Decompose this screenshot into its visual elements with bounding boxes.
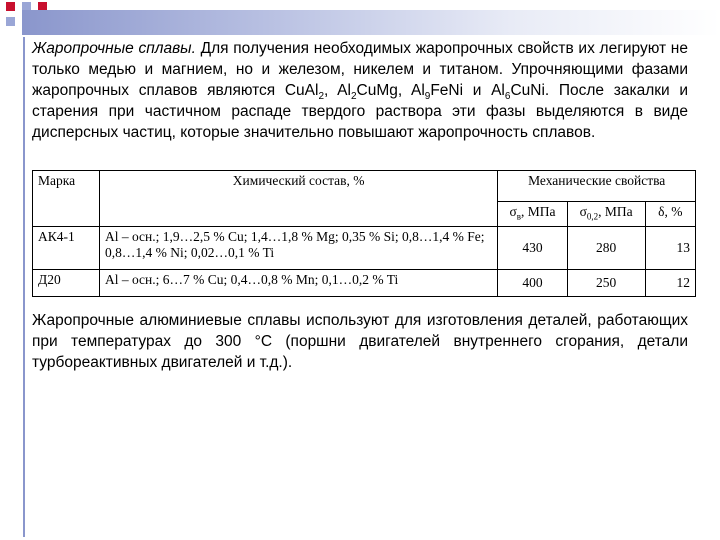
intro-sub-2: 2 — [350, 91, 357, 103]
cell-sigma-02: 250 — [567, 270, 645, 297]
intro-text-b: , Al — [324, 82, 351, 99]
intro-paragraph — [32, 38, 688, 143]
cell-composition: Al – осн.; 1,9…2,5 % Cu; 1,4…1,8 % Mg; 0,35 % Si; 0,8…1,4 % Fe; 0,8…1,4 % Ni; 0,02…0,1 % Ti — [99, 227, 497, 270]
cell-delta: 13 — [645, 227, 695, 270]
intro-sub-4: 6 — [504, 91, 511, 103]
intro-text-d: FeNi и Al — [430, 82, 505, 99]
cell-mark: Д20 — [33, 270, 100, 297]
header-mechanical: Механические свойства — [498, 171, 696, 202]
decor-square-blue-2 — [6, 17, 15, 26]
cell-mark: АК4-1 — [33, 227, 100, 270]
decor-square-red-1 — [6, 2, 15, 11]
header-mark: Марка — [33, 171, 100, 227]
table-row — [33, 270, 696, 297]
intro-sub-1: 2 — [318, 91, 325, 103]
intro-text-c: CuMg, Al — [356, 82, 425, 99]
outro-paragraph: Жаропрочные алюминиевые сплавы используют для изготовления деталей, работающих при температурах до 300 °С (поршни двигателей внутреннего сгорания, детали турбореактивных двигателей и т.д.). — [32, 312, 688, 371]
cell-sigma-b: 400 — [498, 270, 567, 297]
alloy-properties-table — [32, 170, 696, 297]
intro-text-a: Для получения необходимых жаропрочных свойств их легируют не только медью и магнием, но и железом, никелем и титаном. Упрочняющими фазами жаропрочных сплавов являются CuAl — [32, 40, 688, 99]
cell-composition: Al – осн.; 6…7 % Cu; 0,4…0,8 % Mn; 0,1…0,2 % Ti — [99, 270, 497, 297]
header-delta: δ, % — [645, 202, 695, 227]
header-band — [22, 10, 720, 35]
header-sigma-b: $\sigma_в$, МПа — [498, 202, 567, 227]
intro-text-e: CuNi. После закалки и старения при частичном распаде твердого раствора эти фазы выделяются в виде дисперсных частиц, которые значительно повышают жаропрочность сплавов. — [32, 82, 689, 141]
intro-sub-3: 9 — [424, 91, 431, 103]
cell-delta: 12 — [645, 270, 695, 297]
cell-sigma-02: 280 — [567, 227, 645, 270]
header-sigma-02: $\sigma_{0,2}$, МПа — [567, 202, 645, 227]
intro-lead: Жаропрочные сплавы. — [32, 40, 196, 57]
header-composition: Химический состав, % — [99, 171, 497, 227]
table-row — [33, 227, 696, 270]
left-rule — [23, 37, 25, 537]
cell-sigma-b: 430 — [498, 227, 567, 270]
